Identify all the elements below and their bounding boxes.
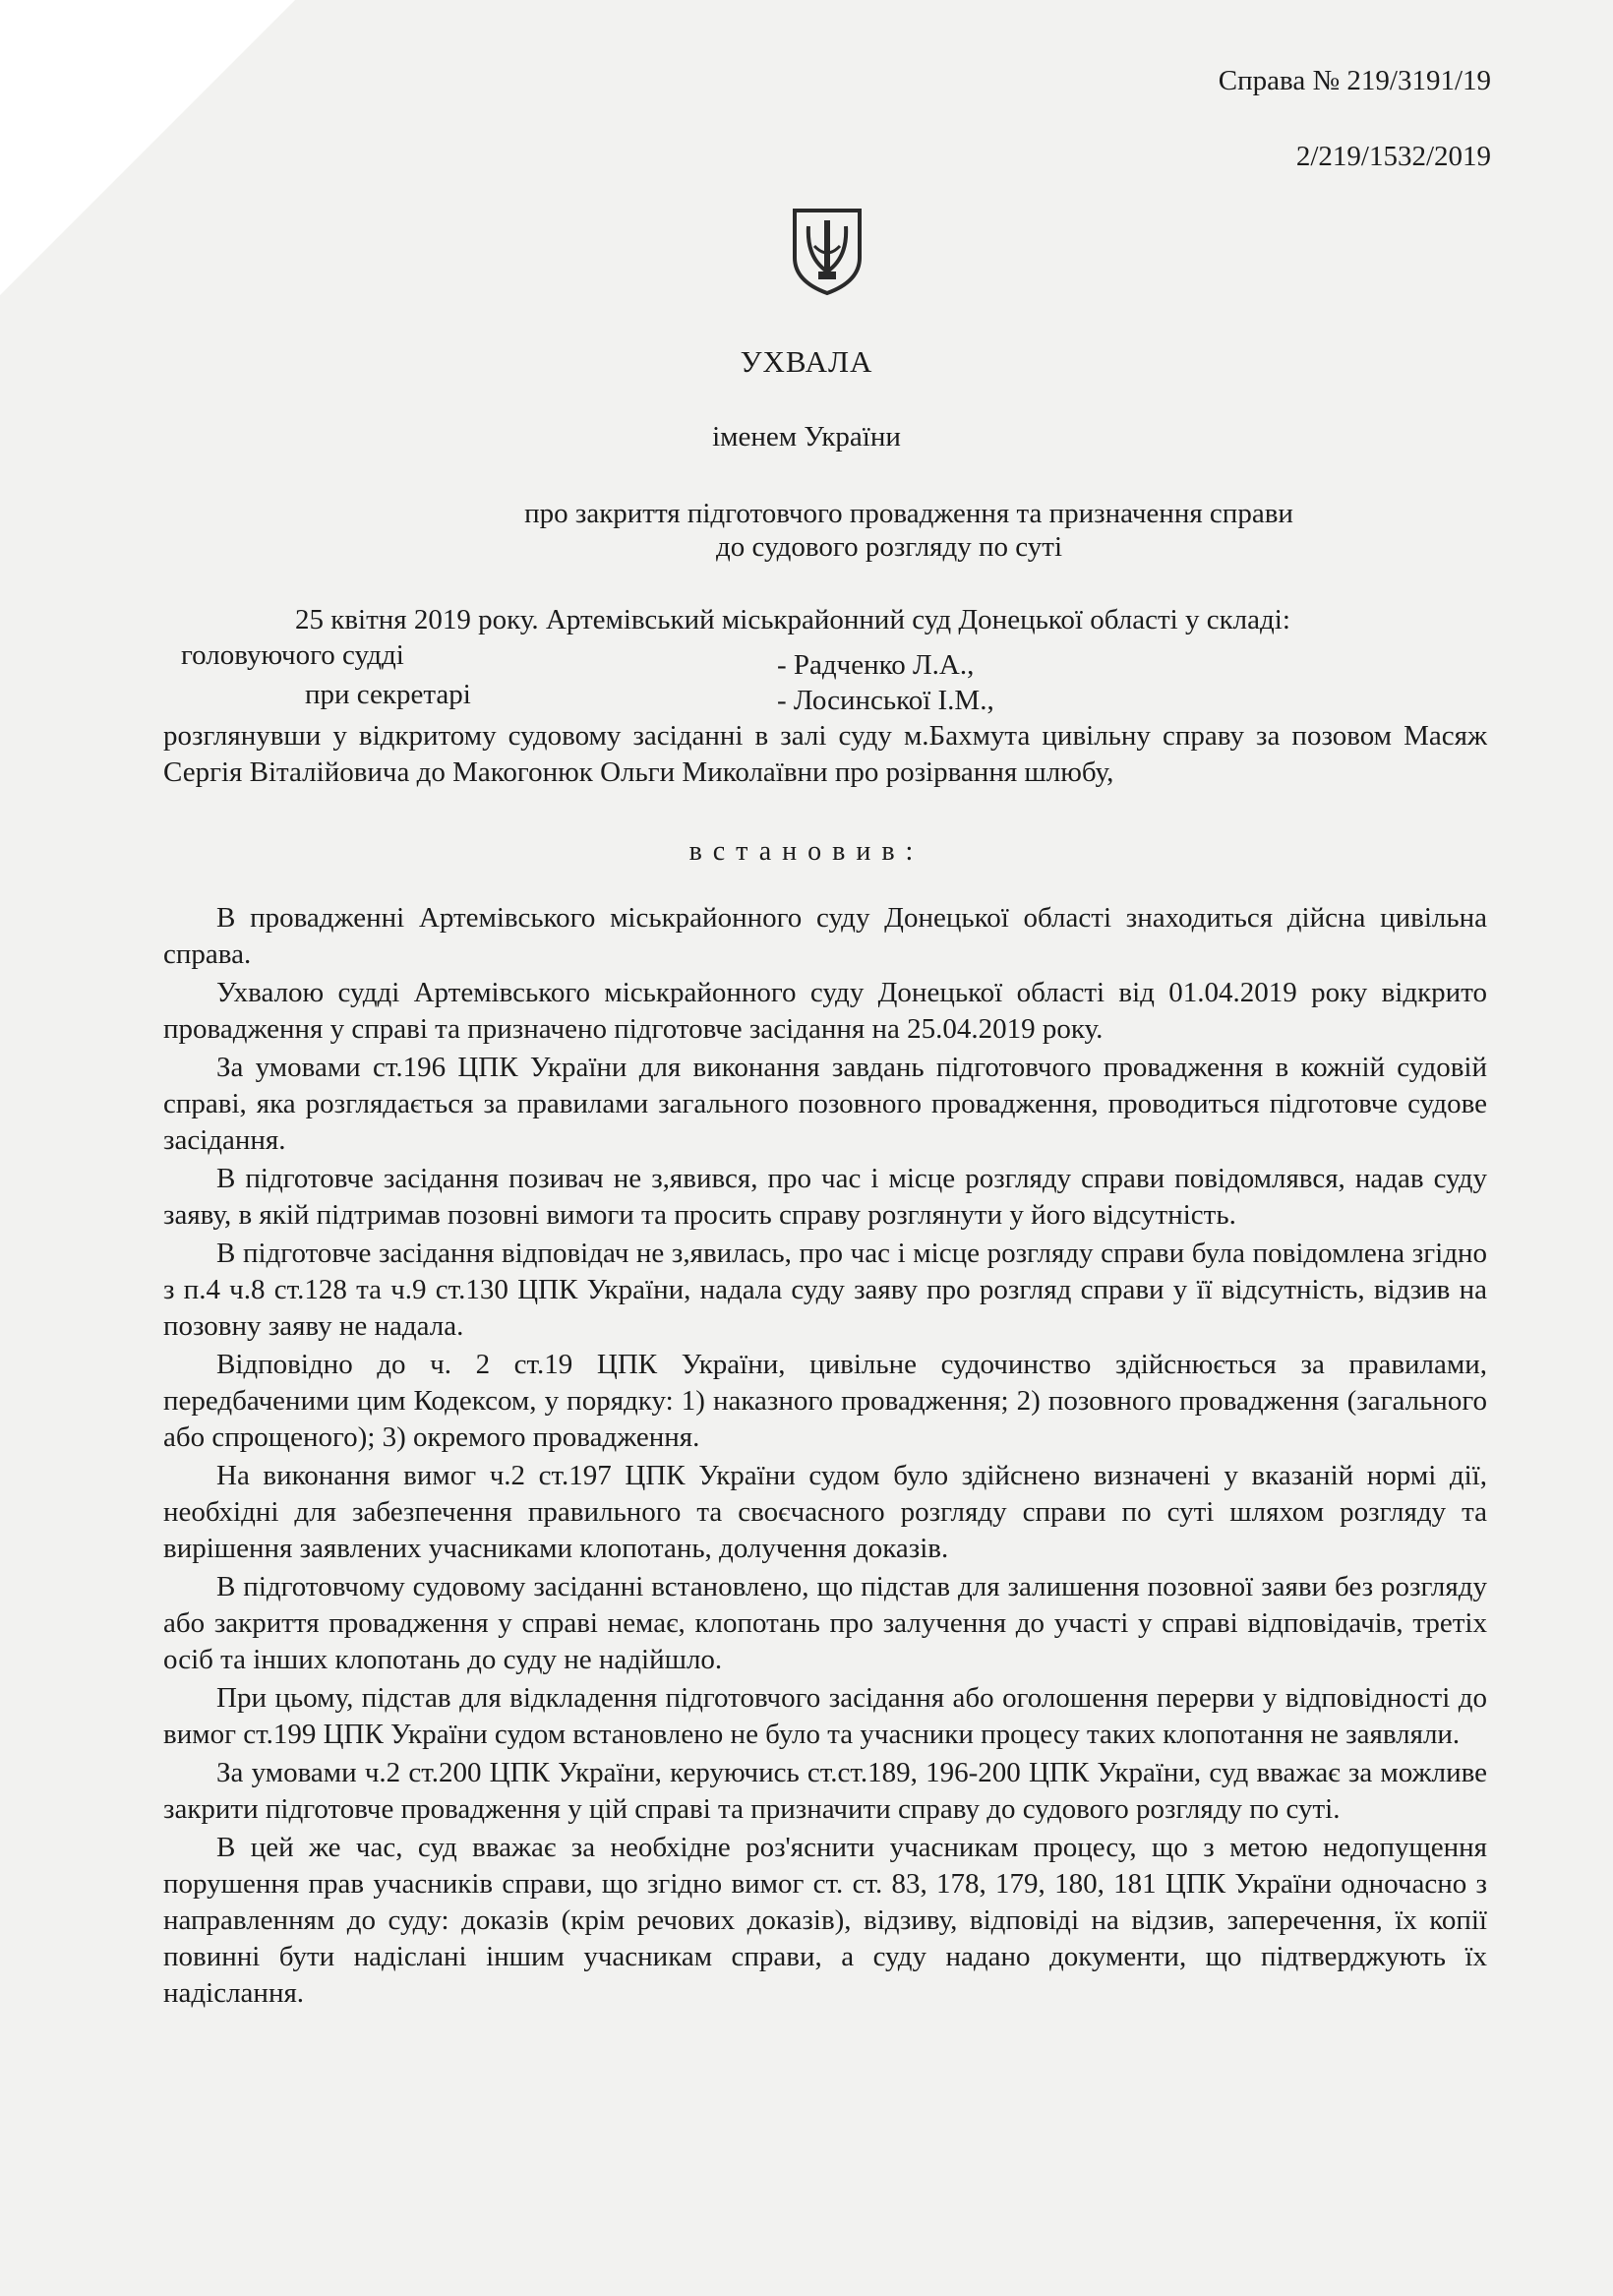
case-intro: розглянувши у відкритому судовому засіданні в залі суду м.Бахмута цивільну справу за позовом Масяж Сергія Віталійовича до Макогонюк Ольги Миколаївни про розірвання шлюбу, <box>163 720 1487 788</box>
document-subject-line1: про закриття підготовчого провадження та призначення справи <box>524 498 1293 529</box>
folded-corner <box>0 0 295 295</box>
established-heading: встановив: <box>688 836 925 867</box>
secretary-name: - Лосинської І.М., <box>777 685 994 716</box>
paragraph: За умовами ч.2 ст.200 ЦПК України, керуючись ст.ст.189, 196-200 ЦПК України, суд вважає за можливе закрити підготовче провадження у цій справі та призначити справу до судового розгляду по суті. <box>163 1757 1487 1825</box>
paragraph: За умовами ст.196 ЦПК України для виконання завдань підготовчого провадження в кожній судовій справі, яка розглядається за правилами загального позовного провадження, проводиться підготовче судове засідання. <box>163 1052 1487 1156</box>
proceeding-number: 2/219/1532/2019 <box>1295 141 1491 172</box>
document-subject-line2: до судового розгляду по суті <box>715 531 1063 563</box>
paragraph: В провадженні Артемівського міськрайонного суду Донецької області знаходиться дійсна цивільна справа. <box>163 902 1487 970</box>
ruling-body <box>163 900 1487 2014</box>
paragraph: При цьому, підстав для відкладення підготовчого засідання або оголошення перерви у відповідності до вимог ст.199 ЦПК України судом встановлено не було та учасники процесу таких клопотання не заявляли. <box>163 1682 1487 1750</box>
document-subtitle: іменем України <box>712 421 901 453</box>
paragraph: На виконання вимог ч.2 ст.197 ЦПК України судом було здійснено визначені у вказаній нормі дії, необхідні для забезпечення правильного та своєчасного розгляду справи по суті шляхом розгляду та вирішення заявлених учасниками клопотань, долучення доказів. <box>163 1460 1487 1564</box>
court-date-line: 25 квітня 2019 року. Артемівський міськрайонний суд Донецької області у складі: <box>295 604 1290 635</box>
secretary-role: при секретарі <box>305 679 471 710</box>
paragraph: Ухвалою судді Артемівського міськрайонного суду Донецької області від 01.04.2019 року відкрито провадження у справі та призначено підготовче засідання на 25.04.2019 року. <box>163 977 1487 1045</box>
paragraph: В підготовчому судовому засіданні встановлено, що підстав для залишення позовної заяви без розгляду або закриття провадження у справі немає, клопотань про залучення до участі у справі відповідачів, третіх осіб та інших клопотань до суду не надійшло. <box>163 1571 1487 1675</box>
trident-coat-of-arms-icon <box>789 207 866 302</box>
paragraph: Відповідно до ч. 2 ст.19 ЦПК України, цивільне судочинство здійснюється за правилами, передбаченими цим Кодексом, у порядку: 1) наказного провадження; 2) позовного провадження (загального або спрощеного); 3) окремого провадження. <box>163 1349 1487 1453</box>
paragraph: В цей же час, суд вважає за необхідне роз'яснити учасникам процесу, що з метою недопущення порушення прав учасників справи, що згідно вимог ст. ст. 83, 178, 179, 180, 181 ЦПК України одночасно з направленням до суду: доказів (крім речових доказів), відзиву, відповіді на відзив, заперечення, їх копії повинні бути надіслані іншим учасникам справи, а суду надано документи, що підтверджують їх надіслання. <box>163 1832 1487 2009</box>
paragraph: В підготовче засідання позивач не з,явився, про час і місце розгляду справи повідомлявся, надав суду заяву, в якій підтримав позовні вимоги та просить справу розглянути у його відсутність. <box>163 1163 1487 1231</box>
case-number: Справа № 219/3191/19 <box>1218 65 1491 96</box>
document-title: УХВАЛА <box>740 344 873 379</box>
judge-name: - Радченко Л.А., <box>777 649 975 681</box>
paragraph: В підготовче засідання відповідач не з,явилась, про час і місце розгляду справи була повідомлена згідно з п.4 ч.8 ст.128 та ч.9 ст.130 ЦПК України, надала суду заяву про розгляд справи у її відсутність, відзив на позовну заяву не надала. <box>163 1238 1487 1342</box>
judge-role: головуючого судді <box>181 639 404 671</box>
